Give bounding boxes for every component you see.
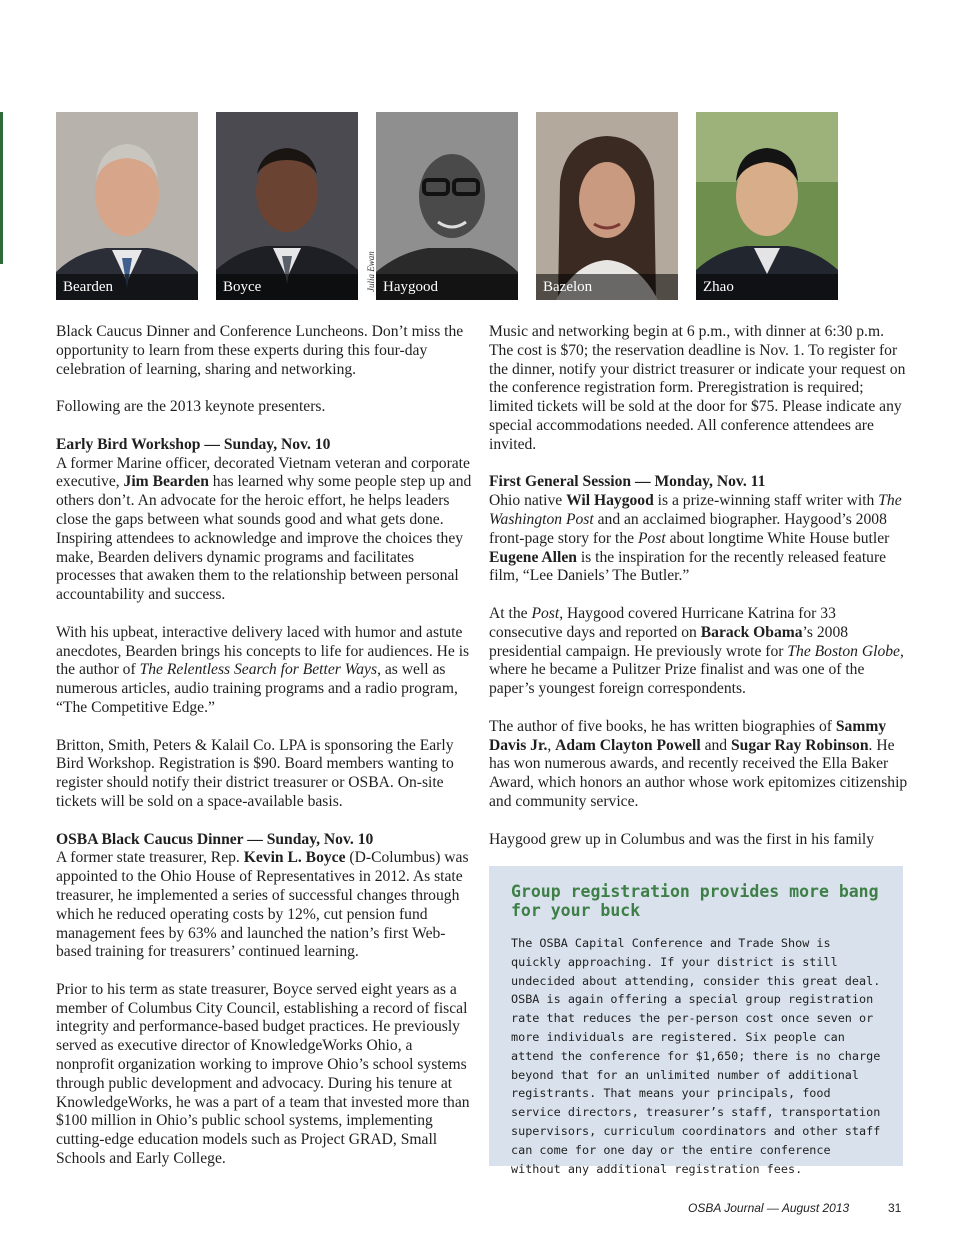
page-number: 31 (888, 1201, 902, 1215)
early-bird-paragraph-2: With his upbeat, interactive delivery laced with humor and astute anecdotes, Bearden brings his concepts to life for audiences. He is the author of The Relentless Search for Better Ways, as well as numerous articles, audio training programs and a radio program, “The Competitive Edge.” (56, 623, 470, 716)
photo-bearden (56, 112, 198, 300)
photo-boyce (216, 112, 358, 300)
name-eugene-allen: Eugene Allen (489, 548, 577, 566)
caption-bearden: Bearden (56, 274, 198, 300)
group-registration-sidebar (489, 866, 903, 1176)
caption-haygood: Haygood (376, 274, 518, 300)
portrait-zhao (696, 112, 838, 300)
session-paragraph-2: At the Post, Haygood covered Hurricane Katrina for 33 consecutive days and reported on Barack Obama’s 2008 presidential campaign. He previously wrote for The Boston Globe, where he became a Pulitzer Prize finalist and was one of the paper’s youngest foreign correspondents. (489, 604, 904, 698)
dinner-details-paragraph: Music and networking begin at 6 p.m., with dinner at 6:30 p.m. The cost is $70; the reservation deadline is Nov. 1. To register for the dinner, notify your district treasurer or indicate your request on the conference registration form. Preregistration is required; limited tickets will be sold at the door for $75. Please indicate any special accommodations needed. All conference attendees are invited. (489, 323, 906, 453)
caption-bazelon: Bazelon (536, 274, 678, 300)
photo-credit: Julia Ewan (366, 251, 376, 292)
name-jim-bearden: Jim Bearden (123, 473, 209, 491)
session-paragraph-1: Ohio native Wil Haygood is a prize-winning staff writer with The Washington Post and an acclaimed biographer. Haygood’s 2008 front-page story for the Post about longtime White House butler Eugene Allen is the inspiration for the recently released feature film, “Lee Daniels’ The Butler.” (489, 492, 902, 585)
name-kevin-boyce: Kevin L. Boyce (243, 849, 346, 867)
caption-boyce: Boyce (216, 274, 358, 300)
photo-haygood (376, 112, 518, 300)
session-paragraph-4: Haygood grew up in Columbus and was the first in his family (489, 830, 875, 848)
session-heading: First General Session — Monday, Nov. 11 (489, 473, 766, 491)
name-barack-obama: Barack Obama (700, 623, 803, 641)
portrait-bearden (56, 112, 198, 300)
sidebar-title: Group registration provides more bang for your buck (511, 882, 879, 920)
publication-boston-globe: The Boston Globe (787, 642, 900, 660)
early-bird-heading: Early Bird Workshop — Sunday, Nov. 10 (56, 435, 331, 453)
portrait-bazelon (536, 112, 678, 300)
name-wil-haygood: Wil Haygood (566, 492, 654, 510)
left-column (56, 323, 474, 1188)
publication-washington-post: The Washington Post (489, 492, 902, 528)
portrait-haygood (376, 112, 518, 300)
sidebar-body: The OSBA Capital Conference and Trade Show is quickly approaching. If your district is still undecided about attending, consider this great deal. OSBA is again offering a special group registration rate that reduces the per-person cost once seven or more individuals are registered. Six people can attend the conference for $1,650; there is no charge beyond that for an unlimited number of additional registrants. That means your principals, food service directors, treasurer’s staff, transportation supervisors, curriculum coordinators and other staff can come for one day or the entire conference without any additional registration fees. (511, 936, 881, 1176)
session-paragraph-3: The author of five books, he has written biographies of Sammy Davis Jr., Adam Clayton Powell and Sugar Ray Robinson. He has won numerous awards, and recently received the Ella Baker Award, which honors an author whose work epitomizes citizenship and community service. (489, 717, 908, 810)
caucus-paragraph-1: A former state treasurer, Rep. Kevin L. Boyce (D-Columbus) was appointed to the Ohio House of Representatives in 2012. As state treasurer, he implemented a series of successful changes through which he reduced operating costs by 12%, cut pension fund management fees by 63% and launched the nation’s first Web-based training for treasurers’ continued learning. (56, 849, 469, 961)
caucus-heading: OSBA Black Caucus Dinner — Sunday, Nov. 10 (56, 830, 374, 848)
caucus-paragraph-2: Prior to his term as state treasurer, Boyce served eight years as a member of Columbus City Council, establishing a record of fiscal integrity and performance-based budget practices. He previously served as executive director of KnowledgeWorks Ohio, a nonprofit organization working to improve Ohio’s school systems through public development and advocacy. During his tenure at KnowledgeWorks, he was a part of a team that invested more than $100 million in Ohio’s public school systems, implementing cutting-edge education models such as Project GRAD, Small Schools and Early College. (56, 980, 470, 1168)
page-edge-bar (0, 112, 3, 264)
photo-zhao (696, 112, 838, 300)
photo-bazelon (536, 112, 678, 300)
portrait-boyce (216, 112, 358, 300)
right-column (489, 323, 909, 868)
book-title: The Relentless Search for Better Ways (139, 661, 378, 679)
keynote-intro: Following are the 2013 keynote presenters. (56, 398, 326, 416)
intro-paragraph: Black Caucus Dinner and Conference Luncheons. Don’t miss the opportunity to learn from these experts during this four-day celebration of learning, sharing and networking. (56, 323, 464, 378)
caption-zhao: Zhao (696, 274, 838, 300)
early-bird-paragraph-1: A former Marine officer, decorated Vietnam veteran and corporate executive, Jim Bearden has learned why some people step up and others don’t. An advocate for the heroic effort, he helps leaders close the gaps between what sounds good and what gets done. Inspiring attendees to acknowledge and improve the choices they make, Bearden delivers dynamic programs and facilitates processes that awaken them to the relationship between personal accountability and success. (56, 454, 472, 604)
early-bird-paragraph-3: Britton, Smith, Peters & Kalail Co. LPA is sponsoring the Early Bird Workshop. Registration is $90. Board members wanting to register should notify their district treasurer or OSBA. On-site tickets will be sold on a space-available basis. (56, 736, 454, 810)
footer-journal-title: OSBA Journal — August 2013 (688, 1201, 850, 1215)
speaker-photos (56, 112, 840, 300)
